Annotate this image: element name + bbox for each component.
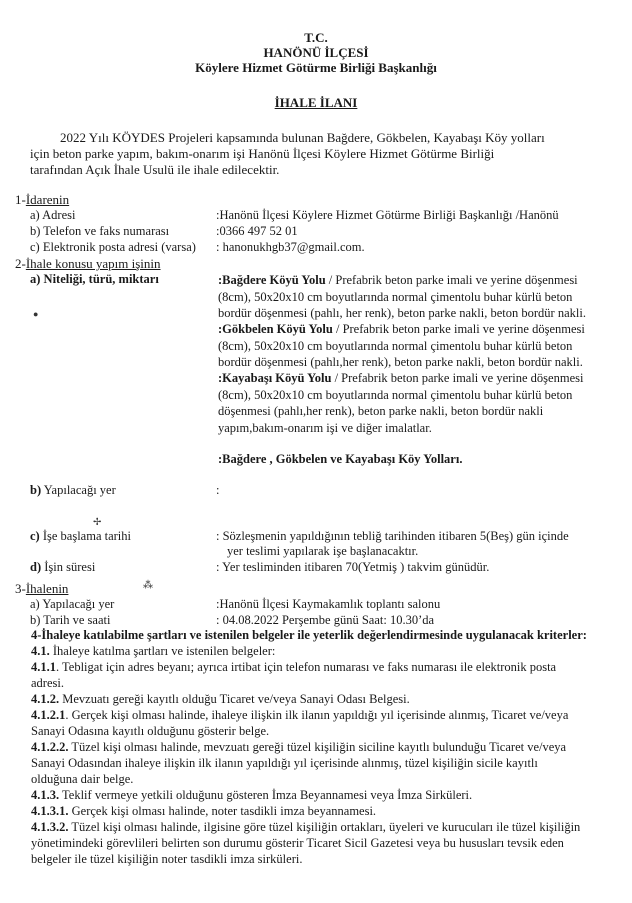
project-line: yapım,bakım-onarım işi ve diğer imalatlar.: [218, 420, 432, 435]
criteria-text: belgeler ile tüzel kişiliğin noter tasdikli imza sirküleri.: [31, 852, 303, 866]
criteria-line: [31, 852, 302, 867]
project-name: :Bağdere Köyü Yolu: [218, 273, 326, 287]
project-line: (8cm), 50x20x10 cm boyutlarında normal çimentolu buhar kürlü beton: [218, 387, 573, 402]
tender-datetime-label: b) Tarih ve saati: [30, 613, 111, 627]
criteria-text: . Tebligat için adres beyanı; ayrıca irtibat için telefon numarası ve faks numarası ile elektronik posta: [56, 660, 557, 674]
project-kayabasi: [218, 370, 583, 436]
criteria-number: 4.1.2.: [31, 692, 60, 706]
criteria-text: Gerçek kişi olması halinde, noter tasdikli imza beyannamesi.: [68, 804, 377, 818]
intro-line-2: için beton parke yapım, bakım-onarım işi Hanönü İlçesi Köylere Hizmet Götürme Birliği: [30, 146, 495, 161]
criteria-number: 4.1.2.1: [31, 708, 66, 722]
criteria-text: yönetimindeki görevlileri belirten son durumu gösterir Ticaret Sicil Gazetesi veya bu hususları tevsik eden: [31, 836, 564, 850]
criteria-line: [31, 724, 269, 739]
duration-label: [30, 560, 95, 575]
criteria-text: Sanayi Odasından ihaleye ilişkin ilk ilanın yapıldığı yıl içerisinde alınmış, tüzel kişiliğin sicile kayıtlı: [31, 756, 538, 770]
project-line: [218, 370, 583, 387]
project-gokbelen: [218, 321, 585, 371]
value-line: yer teslimi yapılarak işe başlanacaktır.: [227, 544, 419, 558]
tender-datetime-value: : 04.08.2022 Perşembe günü Saat: 10.30’da: [216, 613, 435, 627]
project-name: :Gökbelen Köyü Yolu: [218, 322, 333, 336]
criteria-text: olduğuna dair belge.: [31, 772, 134, 786]
section-3-heading: [15, 581, 68, 597]
admin-address-label: a) Adresi: [30, 208, 76, 222]
project-line: [218, 272, 586, 289]
criteria-line: [31, 692, 410, 707]
roads-summary: :Bağdere , Gökbelen ve Kayabaşı Köy Yolları.: [218, 452, 463, 466]
project-name: :Kayabaşı Köyü Yolu: [218, 371, 332, 385]
item-letter: c): [30, 529, 40, 543]
criteria-line: [31, 836, 564, 851]
criteria-text: Tüzel kişi olması halinde, mevzuatı gereği tüzel kişiliğin siciline kayıtlı bulunduğu Ticaret ve/veya: [68, 740, 567, 754]
criteria-text: Tüzel kişi olması halinde, ilgisine göre tüzel kişiliğin ortakları, üyeleri ve kurucuları ile tüzel kişiliğin: [68, 820, 581, 834]
criteria-text: Mevzuatı gereği kayıtlı olduğu Ticaret ve/veya Sanayi Odası Belgesi.: [59, 692, 410, 706]
criteria-text: Sanayi Odasına kayıtlı olduğunu gösterir belge.: [31, 724, 270, 738]
section-2-heading: [15, 256, 161, 272]
project-line: [218, 321, 585, 338]
start-date-value: [216, 529, 569, 559]
criteria-line: [31, 788, 472, 803]
criteria-number: 4.1.1: [31, 660, 56, 674]
project-line: bordür döşenmesi (pahlı,her renk), beton parke nakli, beton bordür nakli.: [218, 355, 583, 369]
criteria-line: [31, 644, 275, 659]
project-text: / Prefabrik beton parke imali ve yerine döşenmesi: [332, 322, 585, 336]
criteria-line: [31, 628, 587, 643]
admin-email-label: c) Elektronik posta adresi (varsa): [30, 240, 196, 254]
criteria-line: [31, 660, 556, 675]
section-number: 1-: [15, 192, 26, 207]
work-location-label: [30, 483, 116, 498]
criteria-number: 4.1.3.: [31, 788, 60, 802]
admin-address-value: :Hanönü İlçesi Köylere Hizmet Götürme Birliği Başkanlığı /Hanönü: [216, 208, 559, 222]
criteria-number: 4.1.: [31, 644, 53, 658]
section-1-heading: [15, 192, 69, 208]
criteria-text: adresi.: [31, 676, 64, 690]
header-district: HANÖNÜ İLÇESİ: [263, 45, 369, 60]
criteria-line: [31, 740, 566, 755]
header-tc: T.C.: [304, 30, 328, 45]
criteria-line: [31, 708, 568, 723]
tender-place-label: a) Yapılacağı yer: [30, 597, 115, 611]
section-number: 2-: [15, 256, 26, 271]
section-number: 3-: [15, 581, 26, 596]
project-text: / Prefabrik beton parke imali ve yerine döşenmesi: [331, 371, 584, 385]
header-institution: Köylere Hizmet Götürme Birliği Başkanlığı: [195, 60, 437, 75]
project-line: döşenmesi (pahlı,her renk), beton parke nakli, beton bordür nakli: [218, 404, 544, 418]
item-letter: b): [30, 483, 42, 497]
page-title: İHALE İLANI: [274, 95, 358, 110]
criteria-text: İhaleye katılma şartları ve istenilen belgeler:: [52, 644, 276, 658]
criteria-number: 4.1.2.2.: [31, 740, 69, 754]
tender-place-value: :Hanönü İlçesi Kaymakamlık toplantı salonu: [216, 597, 441, 611]
admin-phone-label: b) Telefon ve faks numarası: [30, 224, 170, 238]
section-title: İhale konusu yapım işinin: [25, 256, 161, 271]
criteria-line: [31, 772, 133, 787]
project-bagdere: [218, 272, 586, 322]
admin-phone-value: :0366 497 52 01: [216, 224, 298, 238]
bullet-mark: ●: [33, 309, 39, 319]
work-location-value: :: [216, 483, 220, 497]
project-text: / Prefabrik beton parke imali ve yerine döşenmesi: [325, 273, 578, 287]
criteria-number: 4.1.3.2.: [31, 820, 69, 834]
criteria-line: [31, 756, 538, 771]
criteria-text: Teklif vermeye yetkili olduğunu gösteren İmza Beyannamesi veya İmza Sirküleri.: [59, 788, 473, 802]
start-date-label: [30, 529, 131, 544]
item-letter: d): [30, 560, 42, 574]
value-line: : Sözleşmenin yapıldığının tebliğ tarihinden itibaren 5(Beş) gün içinde: [216, 529, 569, 543]
criteria-line: [31, 804, 376, 819]
stray-mark: ✢: [93, 517, 102, 528]
criteria-line: [31, 676, 64, 691]
section-title: İdarenin: [25, 192, 70, 207]
duration-value: : Yer tesliminden itibaren 70(Yetmiş ) takvim günüdür.: [216, 560, 490, 574]
work-type-label: a) Niteliği, türü, miktarı: [30, 272, 159, 286]
item-text: İşe başlama tarihi: [39, 529, 132, 543]
criteria-line: [31, 820, 580, 835]
section-title: İhalenin: [25, 581, 69, 596]
criteria-text: . Gerçek kişi olması halinde, ihaleye ilişkin ilk ilanın yapıldığı yıl içerisinde alınmış, Ticaret ve/veya: [65, 708, 569, 722]
intro-line-1: 2022 Yılı KÖYDES Projeleri kapsamında bulunan Bağdere, Gökbelen, Kayabaşı Köy yolları: [60, 130, 545, 145]
stray-mark: ⁂: [143, 580, 153, 591]
project-line: bordür döşenmesi (pahlı, her renk), beton parke nakli, beton bordür nakli.: [218, 306, 586, 320]
intro-line-3: tarafından Açık İhale Usulü ile ihale edilecektir.: [30, 162, 280, 177]
admin-email-value: : hanonukhgb37@gmail.com.: [216, 240, 365, 254]
item-text: İşin süresi: [41, 560, 96, 574]
criteria-number: 4-İhaleye katılabilme şartları ve istenilen belgeler ile yeterlik değerlendirmesinde uygulanacak kriterler:: [31, 628, 587, 642]
criteria-number: 4.1.3.1.: [31, 804, 69, 818]
project-line: (8cm), 50x20x10 cm boyutlarında normal çimentolu buhar kürlü beton: [218, 338, 573, 353]
project-line: (8cm), 50x20x10 cm boyutlarında normal çimentolu buhar kürlü beton: [218, 289, 573, 304]
item-text: Yapılacağı yer: [41, 483, 116, 497]
